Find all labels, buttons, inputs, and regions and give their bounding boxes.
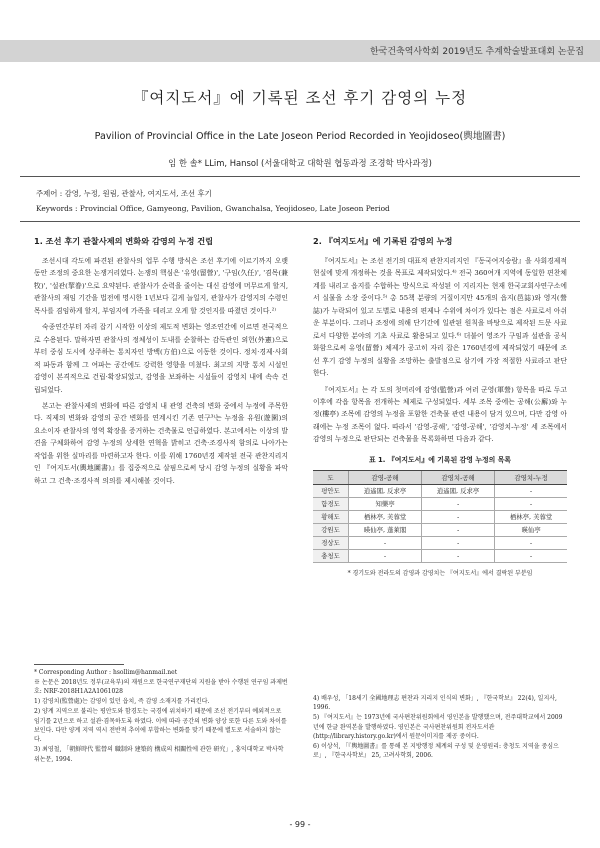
table-cell: 강원도 (313, 523, 348, 536)
footnotes-left (34, 668, 288, 765)
section-1-paragraph: 숙종연간부터 자리 잡기 시작한 이상의 제도적 변화는 영조연간에 이르면 전국적으로 수용된다. 말하자면 관찰사의 정체성이 도내를 순찰하는 감독관인 외헌(外憲)으로부터 중심 도시에 상주하는 통치자인 방백(方伯)으로 이동한 것이다. 정치·경제·사회적 파동과 함께 그 여파는 공간에도 강력한 영향을 미쳤다. 최고의 지방 통치 시설인 감영이 본격적으로 건립·확장되었고, 감영을 보좌하는 시설들이 감영치 내에 속속 건립되었다. (34, 323, 288, 394)
table-cell: 경상도 (313, 536, 348, 549)
table-header-cell: 감영치-공해 (422, 470, 495, 484)
title-korean: 『여지도서』에 기록된 조선 후기 감영의 누정 (132, 89, 468, 107)
table-row (313, 549, 567, 562)
footnote: 5) 『여지도서』는 1973년에 국사편찬위원회에서 영인본을 발행했으며, 전주대학교에서 2009년에 한글 완역본을 발행하였다. 영인본은 국사편찬위원회 전자도서관(http://library.history.go.kr)에서 원문이미지를 제공 중이다. (313, 714, 563, 741)
table-cell: 황해도 (313, 510, 348, 523)
table-caption: 표 1. 『여지도서』에 기록된 감영 누정의 목록 (368, 455, 512, 464)
footnotes-right (313, 694, 567, 761)
footnote-rule (34, 664, 124, 665)
footnote: 1) 감영치(監營處)는 감영이 있던 읍치, 즉 감영 소재지를 가리킨다. (34, 698, 210, 706)
table-header-cell: 감영치-누정 (495, 470, 567, 484)
table-cell: 평안도 (313, 484, 348, 497)
table-cell: - (495, 536, 567, 549)
table-header-cell: 감영-공해 (348, 470, 421, 484)
section-2-paragraph: 『여지도서』는 조선 전기의 대표적 관찬지리지인 『동국여지승람』을 사회경제적 현실에 맞게 개정하는 것을 목표로 제작되었다.⁴⁾ 전국 360여개 지역에 동일한 편찬체계를 내리고 읍지를 수합하는 방식으로 작성된 이 지리지는 현재 한국교회사연구소에서 실물을 소장 중이다.⁵⁾ 총 55책 분량의 거질이지만 45개의 읍지(邑誌)와 영지(營誌)가 누락되어 있고 도별로 내용의 편제나 수위에 차이가 있다는 점은 사료로서 아쉬운 부분이다. 그러나 조정에 의해 단기간에 일관된 원칙을 바탕으로 제작된 드문 사료로서 다양한 분야의 기초 사료로 활용되고 있다.⁶⁾ 더불어 영조가 구임과 설관을 공식화함으로써 유영(留營) 체제가 공고히 자리 잡은 1760년경에 제작되었기 때문에 조선 후기 감영 누정의 실황을 조망하는 출발점으로 삼기에 가장 적절한 사료라고 판단한다. (313, 257, 567, 378)
title-english: Pavilion of Provincial Office in the Late Joseon Period Recorded in Yeojidoseo(輿地圖書) (94, 131, 506, 142)
table-cell: - (348, 536, 421, 549)
table-cell: - (495, 484, 567, 497)
keywords-korean: 주제어 : 감영, 누정, 원림, 관찰사, 여지도서, 조선 후기 (36, 189, 212, 198)
keywords-top-rule (20, 176, 580, 177)
section-1-paragraph: 본고는 관찰사제의 변화에 따른 감영치 내 관영 건축의 변화 중에서 누정에 주목한다. 직제의 변화와 감영의 공간 변화를 연계시킨 기존 연구³⁾는 누정을 유원(遊園)의 요소이자 관찰사의 영역 확장을 증거하는 건축물로 언급하였다. 본고에서는 이상의 발견을 구체화하여 감영 누정의 상세한 연혁을 밝히고 건축·조경사적 함의로 나아가는 작업을 위한 실마리를 마련하고자 한다. 이를 위해 1760년경 제작된 전국 관찬지리지인 『여지도서(輿地圖書)』를 집중적으로 살핌으로써 당시 감영 누정의 실황을 파악하고 그 건축·조경사적 의의를 제시해볼 것이다. (34, 401, 288, 485)
page-number: - 99 - (289, 820, 311, 829)
table-row (313, 536, 567, 549)
table-cell: - (495, 549, 567, 562)
table-cell: - (422, 523, 495, 536)
pavilion-table (313, 470, 567, 563)
section-1-paragraph: 조선시대 각도에 파견된 관찰사의 업무 수행 방식은 조선 후기에 이르기까지 오랫동안 조정의 중요한 논쟁거리였다. 논쟁의 핵심은 '유영(留營)', '구임(久任)', '겸목(兼牧)', '설관(挈眷)'으로 요약된다. 관찰사가 순력을 줄이는 대신 감영에 머무르게 할지, 관찰사의 재임 기간을 법전에 명시한 1년보다 길게 늘일지, 관찰사가 감영지의 수령인 목사를 겸임하게 할지, 부임지에 가족을 데리고 오게 할 것인지를 따졌던 것이다.²⁾ (34, 257, 288, 315)
table-cell: 충청도 (313, 549, 348, 562)
table-cell: 함경도 (313, 497, 348, 510)
table-cell: - (422, 549, 495, 562)
table-row (313, 510, 567, 523)
section-2-paragraph: 『여지도서』는 각 도의 첫머리에 감영(監營)과 여러 군영(軍營) 항목을 따로 두고 이후에 각읍 항목을 전개하는 체제로 구성되었다. 세부 조목 중에는 공해(公廨)와 누정(樓亭) 조목에 감영의 누정을 포함한 건축물 관련 내용이 담겨 있으며, 다만 감영 아래에는 누정 조목이 없다. 따라서 '감영-공해', '감영-공해', '감영치-누정' 세 조목에서 감영의 누정으로 판단되는 건축물을 목록화하면 다음과 같다. (313, 385, 567, 444)
table-cell: 暎仙亭 (495, 523, 567, 536)
table-cell: 知樂亭 (348, 497, 421, 510)
footnote: 2) 양계 지역으로 불리는 평안도와 함경도는 국경에 위치하기 때문에 조선 전기부터 예외적으로 임기를 2년으로 하고 설관·겸목하도록 하였다. 이에 따라 공간의 변화 양상 또한 다른 도와 차이를 보인다. 다만 양계 지역 역시 전반적 추이에 부합하는 변화를 맞기 때문에 별도로 서술하지 않는다. (34, 708, 287, 744)
table-row (313, 484, 567, 497)
table-cell: - (422, 497, 495, 510)
footnote: ※ 논문은 2018년도 정부(교육부)의 재원으로 한국연구재단의 지원을 받아 수행된 연구임 과제번호: NRF-2018H1A2A1061028 (34, 678, 288, 696)
keywords-english: Keywords : Provincial Office, Gamyeong, Pavilion, Gwanchalsa, Yeojidoseo, Late Joseon Period (36, 204, 390, 213)
table-cell: - (495, 497, 567, 510)
footnote: 3) 최영철, 「朝鮮時代 監營의 職制와 建築的 構成의 相關性에 관한 研究」, 홍익대학교 박사학위논문, 1994. (34, 746, 284, 763)
table-cell: - (348, 549, 421, 562)
section-2-heading: 2. 『여지도서』에 기록된 감영의 누정 (313, 236, 453, 246)
table-cell: 逍遙閣, 反求亭 (348, 484, 421, 497)
section-1-heading: 1. 조선 후기 관찰사제의 변화와 감영의 누정 건립 (34, 236, 214, 246)
table-row (313, 523, 567, 536)
footnote: 6) 이상석, 「『輿地圖書』를 통해 본 지방행정 체계의 구성 및 운영원리: 충청도 지역을 중심으로」, 『한국사학보』 25, 고려사학회, 2006. (313, 743, 559, 760)
keywords-bottom-rule (20, 221, 580, 222)
table-row (313, 497, 567, 510)
table-cell: 栖林亭, 芙蓉堂 (348, 510, 421, 523)
right-column (313, 236, 567, 577)
journal-header: 한국건축역사학회 2019년도 추계학술발표대회 논문집 (369, 47, 584, 57)
footnote: 4) 배우성, 「18세기 全國地理志 편찬과 지리지 인식의 변화」, 『한국학보』 22(4), 일지사, 1996. (313, 695, 557, 712)
table-cell: 暎仙亭, 蓬萊閣 (348, 523, 421, 536)
table-header-cell: 도 (313, 470, 348, 484)
footnote: * Corresponding Author : hsollim@hanmail.net (34, 669, 178, 676)
table-cell: - (422, 536, 495, 549)
left-column (34, 236, 288, 491)
table-header-row (313, 470, 567, 484)
table-cell: - (422, 510, 495, 523)
author-line: 임 한 솔* LLim, Hansol (서울대학교 대학원 협동과정 조경학 박사과정) (168, 158, 432, 168)
table-note: * 경기도와 전라도의 감영과 감영치는 『여지도서』에서 결락된 부분임 (347, 569, 533, 577)
table-cell: 栖林亭, 芙蓉堂 (495, 510, 567, 523)
table-cell: 逍遙閣, 反求亭 (422, 484, 495, 497)
